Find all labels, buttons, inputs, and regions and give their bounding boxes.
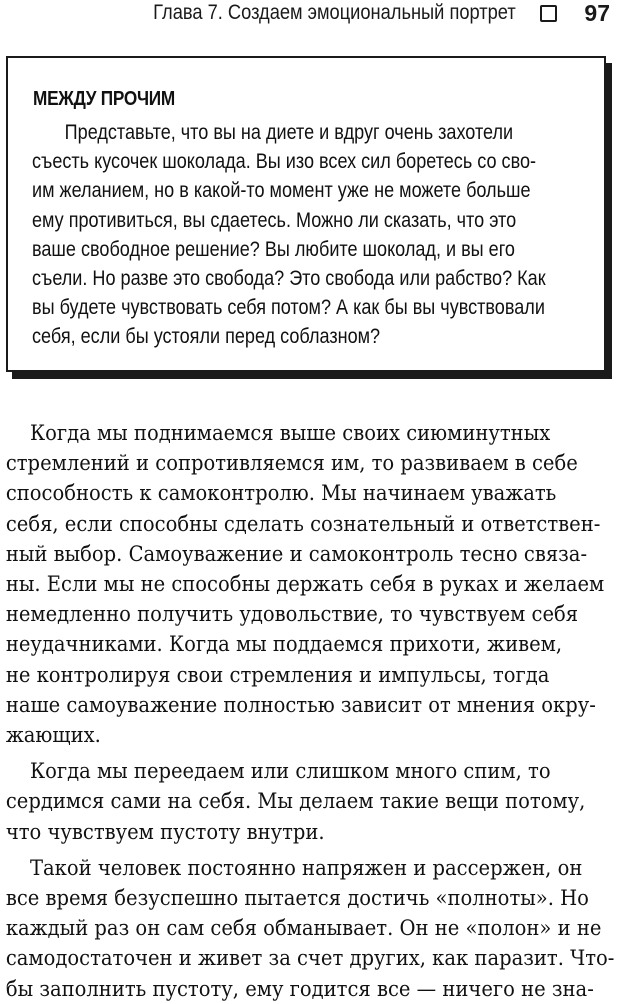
sidebar-line: Представьте, что вы на диете и вдруг очень захотели [64, 121, 514, 144]
sidebar-note-box [6, 56, 606, 372]
page-number: 97 [584, 0, 610, 26]
text-line: ны. Если мы не способны держать себя в руках и желаем [5, 572, 605, 597]
running-header [0, 0, 620, 34]
text-line: наше самоуважение полностью зависит от мнения окру- [5, 692, 596, 717]
text-line: не контролируя свои стремления и импульсы, тогда [5, 662, 550, 687]
sidebar-title: МЕЖДУ ПРОЧИМ [33, 88, 175, 110]
text-line: стремлений и сопротивляемся им, то развиваем в себе [5, 451, 578, 476]
text-line: самодостаточен и живет за счет других, как паразит. Что- [5, 946, 615, 971]
sidebar-line: съели. Но разве это свобода? Это свобода или рабство? Как [32, 267, 546, 291]
sidebar-line: себя, если бы устояли перед соблазном? [32, 325, 381, 349]
text-line: каждый раз он сам себя обманывает. Он не «полон» и не [5, 916, 602, 941]
text-line: жающих. [5, 723, 101, 748]
text-line: ный выбор. Самоуважение и самоконтроль тесно связа- [5, 541, 588, 566]
sidebar-line: ему противиться, вы сдаетесь. Можно ли сказать, что это [32, 208, 517, 232]
text-line: немедленно получить удовольствие, то чувствуем себя [5, 602, 579, 627]
sidebar-line: вы будете чувствовать себя потом? А как бы вы чувствовали [32, 296, 545, 320]
text-line: неудачниками. Когда мы поддаемся прихоти, живем, [5, 632, 563, 657]
sidebar-body [32, 118, 591, 352]
text-line: все время безуспешно пытается достичь «полноты». Но [5, 886, 589, 911]
text-line: что чувствуем пустоту внутри. [5, 819, 325, 844]
text-line: бы заполнить пустоту, ему годится все — ничего не зна- [5, 976, 594, 1001]
text-line: Когда мы переедаем или слишком много спим, то [30, 759, 551, 784]
paragraph [5, 756, 586, 847]
sidebar-line: ваше свободное решение? Вы любите шоколад, и вы его [32, 237, 515, 261]
text-line: Такой человек постоянно напряжен и рассержен, он [30, 855, 583, 880]
text-line: себя, если способны сделать сознательный и ответствен- [5, 511, 601, 536]
text-line: способность к самоконтролю. Мы начинаем уважать [5, 481, 557, 506]
sidebar-line: съесть кусочек шоколада. Вы изо всех сил боретесь со сво- [32, 150, 537, 174]
sidebar-line: им желанием, но в какой-то момент уже не можете больше [32, 179, 531, 203]
checkbox-square-icon [540, 5, 557, 22]
text-line: Когда мы поднимаемся выше своих сиюминутных [30, 421, 551, 445]
paragraph [5, 418, 605, 750]
text-line: сердимся сами на себя. Мы делаем такие вещи потому, [5, 789, 586, 814]
body-text [5, 418, 615, 1004]
paragraph [5, 853, 615, 1004]
chapter-title: Глава 7. Создаем эмоциональный портрет [153, 1, 516, 24]
